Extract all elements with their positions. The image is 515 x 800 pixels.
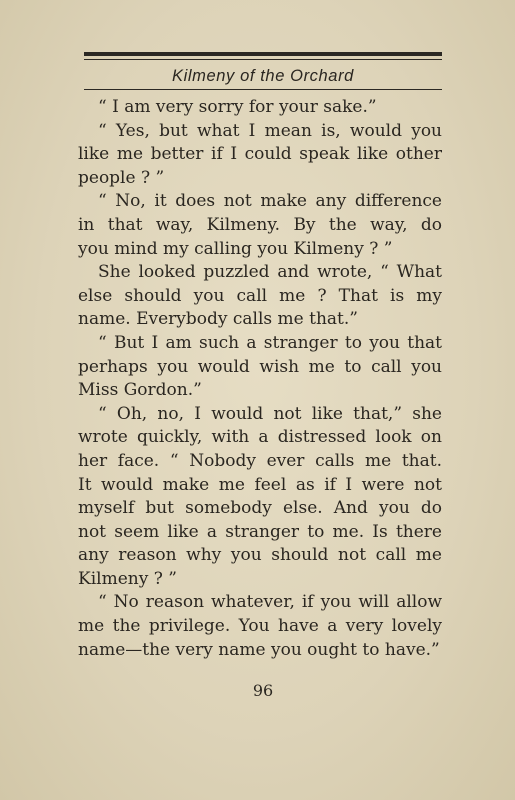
text-line: myself but somebody else. And you do xyxy=(78,498,442,519)
text-line: It would make me feel as if I were not xyxy=(78,474,442,495)
text-line: “ Yes, but what I mean is, would you xyxy=(98,120,442,141)
text-line: “ No, it does not make any difference xyxy=(98,191,442,212)
text-line: you mind my calling you Kilmeny ? ” xyxy=(78,238,393,259)
text-line: “ I am very sorry for your sake.” xyxy=(98,97,377,117)
text-line: like me better if I could speak like other xyxy=(78,144,442,165)
text-line: “ No reason whatever, if you will allow xyxy=(98,592,442,613)
text-line: else should you call me ? That is my xyxy=(78,285,442,306)
text-line: name. Everybody calls me that.” xyxy=(78,309,358,330)
text-line: Kilmeny ? ” xyxy=(78,568,177,589)
body-text xyxy=(78,96,442,662)
header-rule-thick xyxy=(84,52,442,56)
text-line: “ Oh, no, I would not like that,” she xyxy=(98,403,442,424)
text-line: She looked puzzled and wrote, “ What xyxy=(98,262,442,283)
text-line: wrote quickly, with a distressed look on xyxy=(78,427,442,448)
text-line: people ? ” xyxy=(78,167,165,188)
text-line: any reason why you should not call me xyxy=(78,545,442,566)
text-line: perhaps you would wish me to call you xyxy=(78,356,442,377)
text-line: “ But I am such a stranger to you that xyxy=(98,332,442,353)
text-line: me the privilege. You have a very lovely xyxy=(78,616,442,637)
running-title: Kilmeny of the Orchard xyxy=(172,67,354,85)
text-line: her face. “ Nobody ever calls me that. xyxy=(78,450,442,471)
page-number: 96 xyxy=(252,681,274,700)
text-line: not seem like a stranger to me. Is there xyxy=(78,521,442,542)
header-rule-thin xyxy=(84,59,442,60)
text-line: in that way, Kilmeny. By the way, do xyxy=(78,214,442,235)
text-line: name—the very name you ought to have.” xyxy=(78,639,440,660)
text-line: Miss Gordon.” xyxy=(78,380,202,401)
header-rule-bottom xyxy=(84,89,442,90)
